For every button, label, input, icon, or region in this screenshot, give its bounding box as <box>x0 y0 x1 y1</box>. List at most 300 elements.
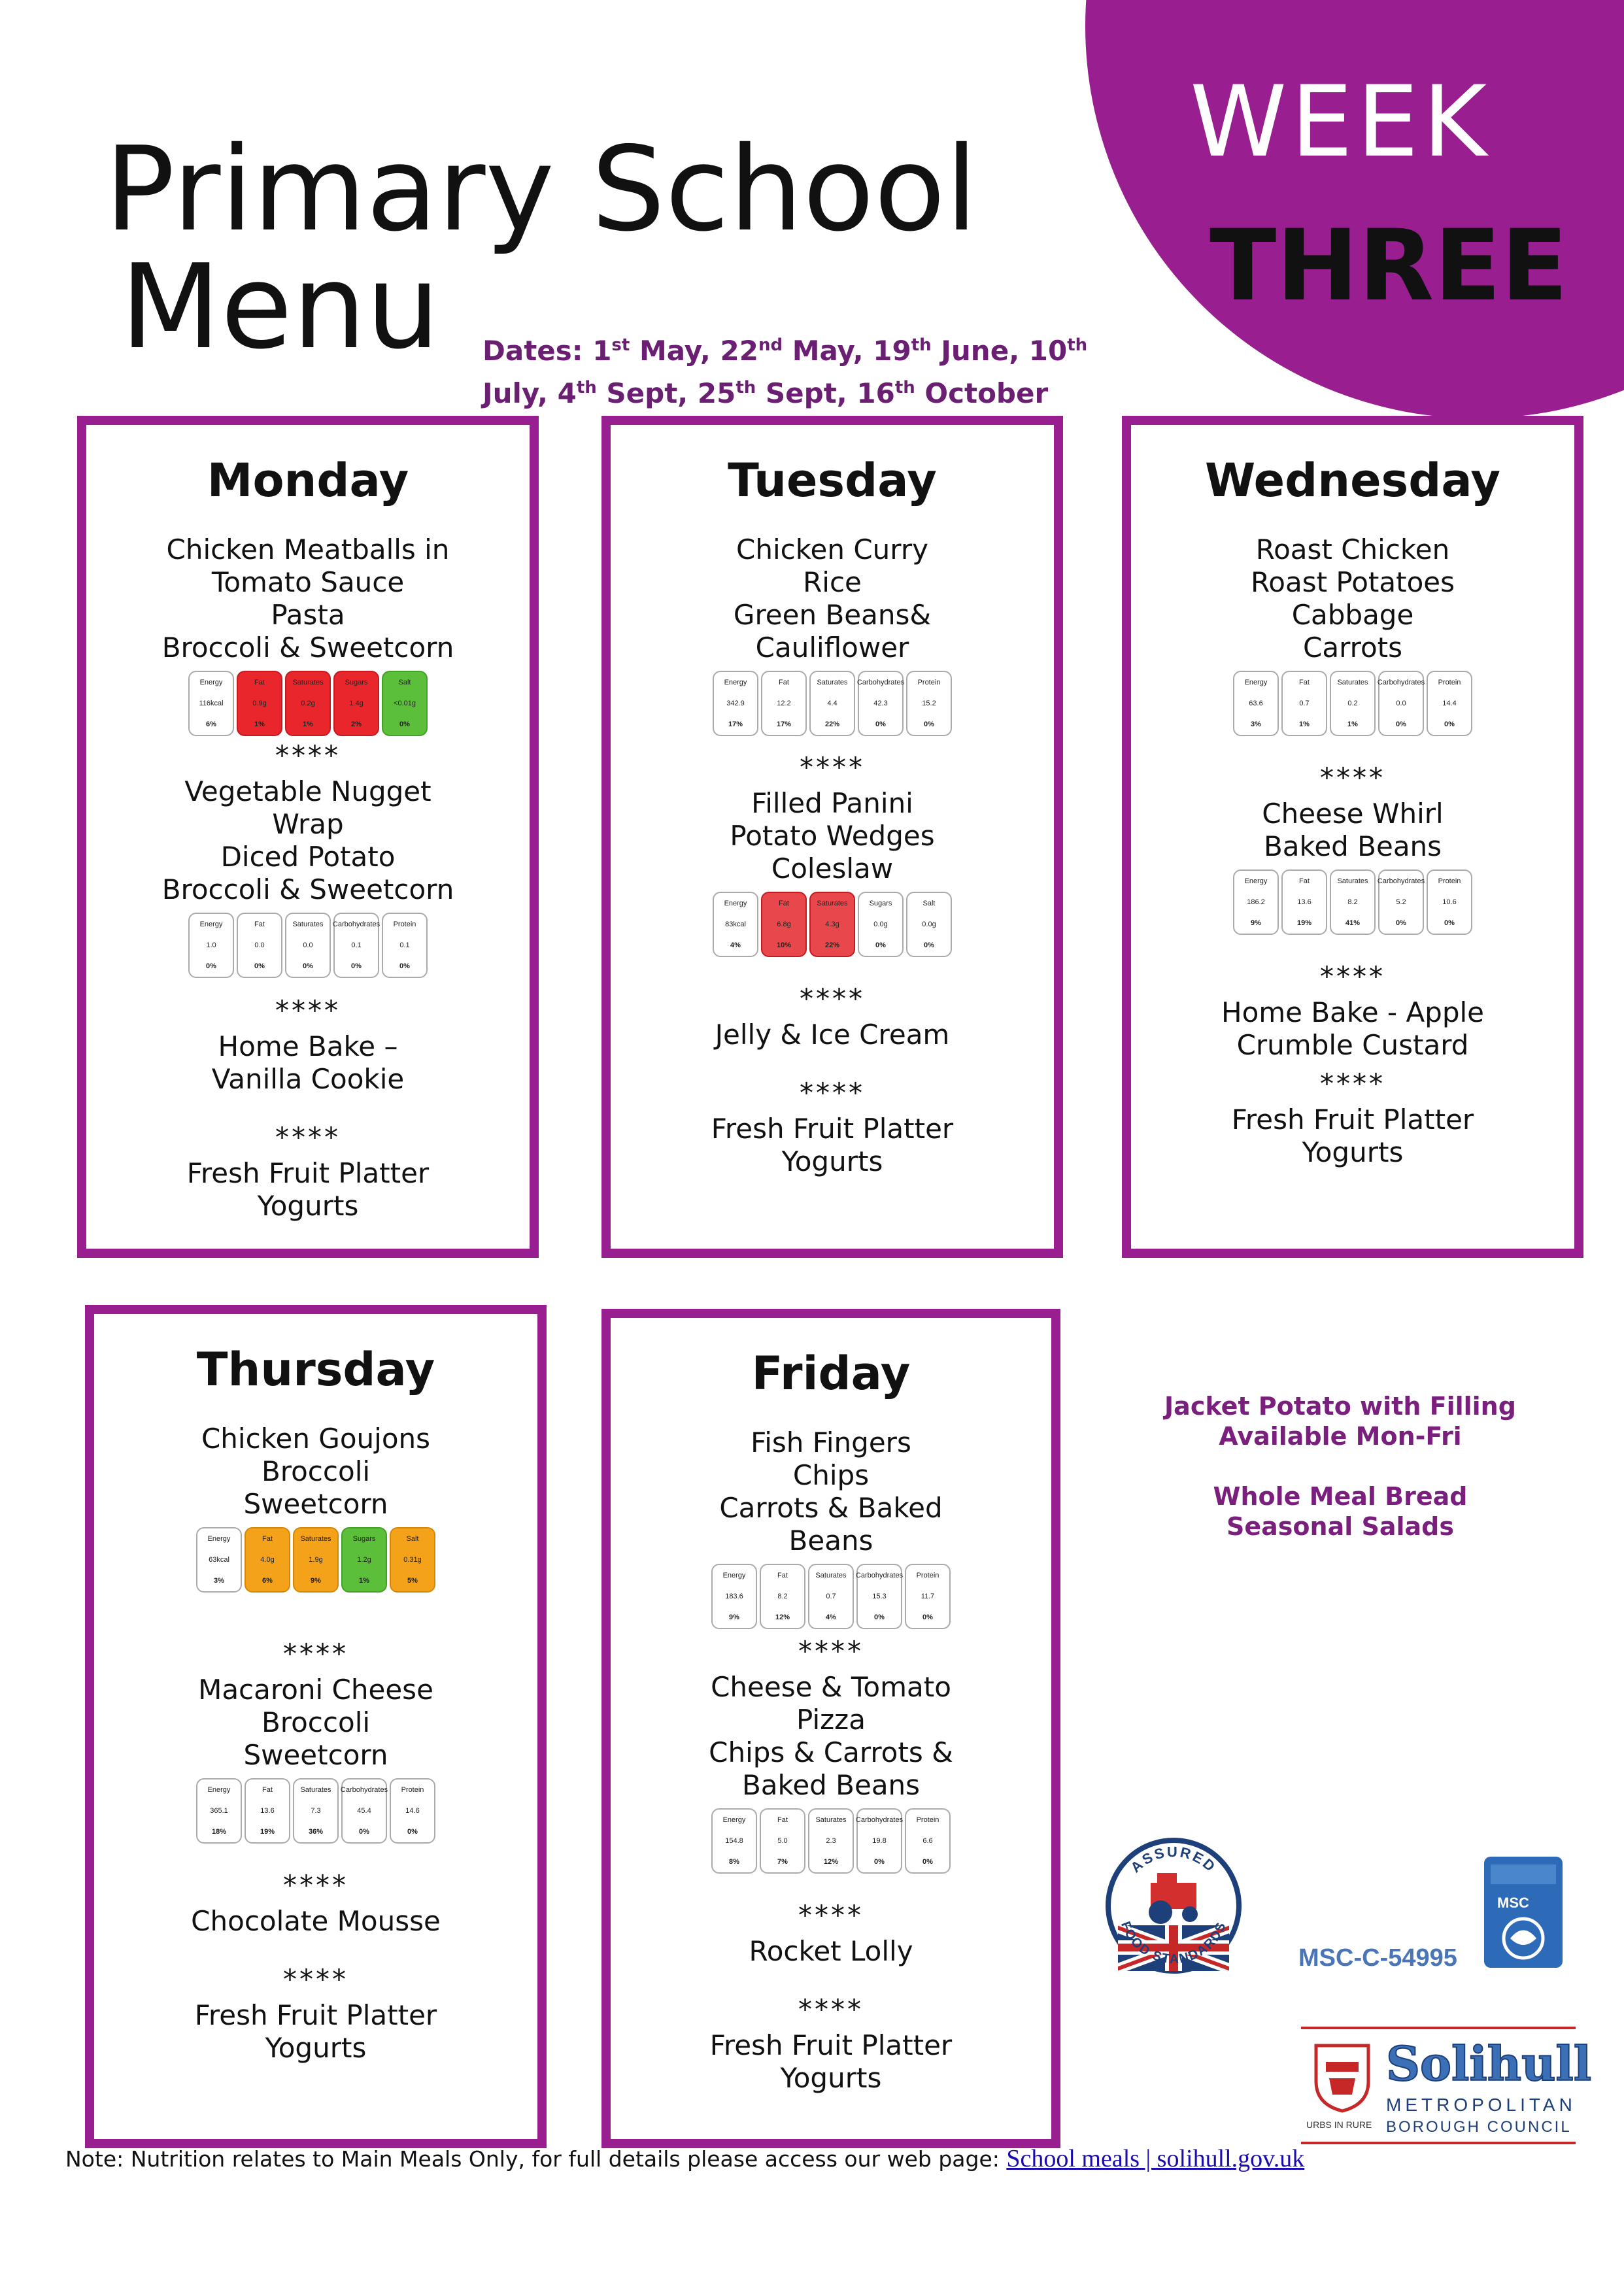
nutrition-value: 154.8 <box>725 1837 743 1845</box>
nutrition-pct: 9% <box>1251 919 1261 927</box>
school-meals-link[interactable]: School meals | solihull.gov.uk <box>1006 2145 1305 2172</box>
nutrition-label: Salt <box>398 679 411 686</box>
separator: **** <box>283 1638 348 1670</box>
nutrition-cell <box>713 892 758 957</box>
nutrition-label: Fat <box>777 1816 788 1824</box>
nutrition-value: 83kcal <box>725 920 746 928</box>
nutrition-label: Fat <box>1299 877 1310 885</box>
nutrition-pct: 7% <box>777 1858 788 1866</box>
date-entry: 1st May, <box>592 335 720 367</box>
nutrition-label: Saturates <box>815 1816 847 1824</box>
nutrition-label: Fat <box>779 900 789 907</box>
nutrition-pct: 6% <box>206 720 216 728</box>
nutrition-label: Protein <box>1438 679 1461 686</box>
dish-item: Crumble Custard <box>1236 1029 1469 1061</box>
separator: **** <box>283 1869 348 1901</box>
nutrition-pct: 3% <box>1251 720 1261 728</box>
dish-item: Vegetable Nugget <box>184 775 431 807</box>
dish-item: Filled Panini <box>751 787 913 819</box>
nutrition-cell <box>333 671 379 736</box>
nutrition-value: 4.0g <box>260 1556 275 1564</box>
svg-text:MSC: MSC <box>1497 1895 1529 1911</box>
nutrition-value: 45.4 <box>357 1807 371 1815</box>
assured-food-standards-logo <box>1105 1837 1242 1974</box>
dish-item: Chips <box>792 1459 870 1491</box>
nutrition-cell <box>711 1808 757 1874</box>
nutrition-pct: 17% <box>776 720 792 728</box>
nutrition-value: 7.3 <box>311 1807 321 1815</box>
nutrition-value: 0.7 <box>826 1593 836 1600</box>
nutrition-cell <box>1330 671 1376 736</box>
nutrition-cell <box>713 671 758 736</box>
nutrition-value: 342.9 <box>726 700 745 707</box>
nutrition-label: Carbohydrates <box>1377 679 1425 686</box>
nutrition-pct: 1% <box>1299 720 1310 728</box>
week-number: THREE <box>1210 209 1568 323</box>
nutrition-cell <box>1281 869 1327 935</box>
nutrition-pct: 12% <box>823 1858 839 1866</box>
separator: **** <box>1320 1068 1385 1100</box>
separator: **** <box>800 983 865 1015</box>
nutrition-pct: 0% <box>206 962 216 970</box>
date-entry: 22nd May, <box>720 335 873 367</box>
nutrition-value: 6.6 <box>922 1837 933 1845</box>
nutrition-label: Fat <box>254 679 265 686</box>
dish-item: Carrots <box>1303 632 1402 664</box>
solihull-council-logo <box>1301 2027 1592 2144</box>
dish-item: Chicken Goujons <box>201 1423 431 1455</box>
dish-item: Fresh Fruit Platter <box>711 1113 954 1145</box>
extras-line-3: Whole Meal Bread <box>1213 1482 1468 1511</box>
nutrition-pct: 9% <box>729 1613 739 1621</box>
nutrition-value: 12.2 <box>777 700 791 707</box>
week-label: WEEK <box>1190 65 1491 179</box>
nutrition-label: Energy <box>199 679 223 686</box>
nutrition-value: 5.0 <box>777 1837 788 1845</box>
nutrition-label: Energy <box>1244 679 1268 686</box>
dish-item: Coleslaw <box>771 852 894 885</box>
dish-item: Roast Chicken <box>1255 533 1450 565</box>
nutrition-label: Protein <box>916 1572 939 1579</box>
dish-item: Yogurts <box>780 2062 882 2094</box>
nutrition-value: 1.0 <box>206 941 216 949</box>
nutrition-pct: 9% <box>311 1577 321 1585</box>
nutrition-pct: 1% <box>254 720 265 728</box>
nutrition-cell <box>341 1527 387 1593</box>
nutrition-cell <box>1427 671 1472 736</box>
nutrition-pct: 41% <box>1345 919 1361 927</box>
dish-item: Pasta <box>271 599 345 631</box>
nutrition-pct: 1% <box>303 720 313 728</box>
nutrition-label <box>86 671 530 736</box>
separator: **** <box>798 1899 864 1931</box>
day-card-thursday <box>85 1305 547 2148</box>
dish-item: Home Bake - Apple <box>1221 996 1484 1028</box>
nutrition-cell <box>906 892 952 957</box>
nutrition-value: 63.6 <box>1249 700 1263 707</box>
nutrition-value: 14.4 <box>1442 700 1457 707</box>
nutrition-cell <box>1233 671 1279 736</box>
nutrition-cell <box>293 1778 339 1844</box>
nutrition-cell <box>196 1527 242 1593</box>
dish-item: Cabbage <box>1291 599 1414 631</box>
dish-item: Yogurts <box>1302 1136 1404 1168</box>
nutrition-value: 11.7 <box>921 1593 935 1600</box>
dish-item: Rice <box>803 566 862 598</box>
nutrition-label: Energy <box>724 679 747 686</box>
dish-item: Fresh Fruit Platter <box>186 1157 430 1189</box>
day-card-wednesday <box>1122 416 1583 1258</box>
nutrition-pct: 0% <box>1396 720 1406 728</box>
nutrition-pct: 3% <box>214 1577 224 1585</box>
nutrition-label: Protein <box>393 920 416 928</box>
nutrition-value: 13.6 <box>1297 898 1311 906</box>
nutrition-label <box>94 1527 537 1593</box>
solihull-crest-icon <box>1313 2042 1372 2114</box>
dish-item: Green Beans& <box>733 599 932 631</box>
nutrition-cell <box>856 1564 902 1629</box>
nutrition-pct: 0% <box>874 1858 885 1866</box>
nutrition-value: 5.2 <box>1396 898 1406 906</box>
nutrition-pct: 0% <box>922 1858 933 1866</box>
separator: **** <box>1320 762 1385 794</box>
msc-code: MSC-C-54995 <box>1298 1944 1457 1972</box>
nutrition-cell <box>293 1527 339 1593</box>
nutrition-label <box>1131 671 1574 736</box>
nutrition-pct: 18% <box>211 1828 227 1836</box>
nutrition-pct: 0% <box>874 1613 885 1621</box>
nutrition-pct: 0% <box>924 720 934 728</box>
nutrition-pct: 1% <box>359 1577 369 1585</box>
day-title: Thursday <box>196 1343 435 1396</box>
dish-item: Carrots & Baked <box>719 1492 943 1524</box>
day-title: Wednesday <box>1204 454 1501 507</box>
nutrition-cell <box>237 671 282 736</box>
nutrition-label: Energy <box>207 1535 231 1543</box>
nutrition-cell <box>390 1778 435 1844</box>
nutrition-label: Carbohydrates <box>856 679 905 686</box>
nutrition-pct: 0% <box>875 941 886 949</box>
dates-label: Dates: <box>482 335 593 367</box>
separator: **** <box>275 994 341 1026</box>
menu-dates <box>482 327 1097 412</box>
nutrition-label: Saturates <box>817 900 848 907</box>
dish-item: Tomato Sauce <box>211 566 405 598</box>
nutrition-label: Energy <box>724 900 747 907</box>
nutrition-label <box>86 913 530 978</box>
nutrition-pct: 0% <box>303 962 313 970</box>
nutrition-cell <box>188 913 234 978</box>
nutrition-value: 1.2g <box>357 1556 371 1564</box>
dish-item: Broccoli & Sweetcorn <box>161 873 454 905</box>
date-entry: 4th Sept, <box>557 377 698 409</box>
nutrition-cell <box>905 1564 951 1629</box>
nutrition-value: 0.1 <box>399 941 410 949</box>
nutrition-cell <box>245 1778 290 1844</box>
title-line-2: Menu <box>120 239 440 375</box>
nutrition-cell <box>1378 869 1424 935</box>
nutrition-label: Energy <box>722 1816 746 1824</box>
nutrition-pct: 0% <box>351 962 362 970</box>
dish-item: Fresh Fruit Platter <box>1231 1104 1474 1136</box>
dish-item: Broccoli <box>261 1455 371 1487</box>
solihull-sub2: BOROUGH COUNCIL <box>1386 2118 1572 2136</box>
nutrition-label: Saturates <box>292 679 324 686</box>
nutrition-label: Energy <box>722 1572 746 1579</box>
nutrition-cell <box>341 1778 387 1844</box>
dish-item: Chicken Meatballs in <box>166 533 450 565</box>
nutrition-value: 4.4 <box>827 700 837 707</box>
nutrition-value: 0.7 <box>1299 700 1310 707</box>
nutrition-pct: 0% <box>924 941 934 949</box>
nutrition-value: 10.6 <box>1442 898 1457 906</box>
separator: **** <box>800 751 865 783</box>
date-entry: 19th June, <box>873 335 1029 367</box>
nutrition-pct: 12% <box>775 1613 790 1621</box>
nutrition-label: Fat <box>777 1572 788 1579</box>
separator: **** <box>800 1077 865 1109</box>
nutrition-label: Saturates <box>815 1572 847 1579</box>
nutrition-label: Protein <box>917 679 941 686</box>
date-entry: 10th July, <box>482 335 1088 409</box>
nutrition-label: Energy <box>1244 877 1268 885</box>
nutrition-cell <box>808 1808 854 1874</box>
extras-line-2: Available Mon-Fri <box>1219 1422 1462 1451</box>
nutrition-cell <box>196 1778 242 1844</box>
nutrition-pct: 6% <box>262 1577 273 1585</box>
nutrition-cell <box>245 1527 290 1593</box>
dish-item: Broccoli & Sweetcorn <box>161 632 454 664</box>
dish-item: Diced Potato <box>220 841 396 873</box>
day-title: Friday <box>751 1347 911 1400</box>
dish-item: Broccoli <box>261 1706 371 1738</box>
nutrition-cell <box>761 892 807 957</box>
nutrition-label: Sugars <box>352 1535 376 1543</box>
nutrition-cell <box>858 671 904 736</box>
dish-item: Macaroni Cheese <box>198 1674 433 1706</box>
extras-line-1: Jacket Potato with Filling <box>1164 1392 1516 1421</box>
dish-item: Chicken Curry <box>736 533 928 565</box>
nutrition-value: 0.0 <box>1396 700 1406 707</box>
nutrition-cell <box>809 671 855 736</box>
nutrition-label <box>611 1564 1051 1629</box>
nutrition-value: 186.2 <box>1247 898 1265 906</box>
nutrition-pct: 4% <box>730 941 741 949</box>
nutrition-label: Saturates <box>817 679 848 686</box>
nutrition-cell <box>1378 671 1424 736</box>
nutrition-pct: 4% <box>826 1613 836 1621</box>
separator: **** <box>283 1963 348 1995</box>
day-card-monday <box>77 416 539 1258</box>
nutrition-pct: 0% <box>875 720 886 728</box>
nutrition-value: <0.01g <box>394 700 416 707</box>
nutrition-pct: 0% <box>407 1828 418 1836</box>
dish-item: Fresh Fruit Platter <box>194 1999 437 2031</box>
nutrition-value: 6.8g <box>777 920 791 928</box>
dish-item: Pizza <box>796 1704 866 1736</box>
nutrition-label <box>611 671 1054 736</box>
dish-item: Chips & Carrots & <box>709 1736 953 1768</box>
nutrition-value: 0.2g <box>301 700 315 707</box>
nutrition-label: Saturates <box>292 920 324 928</box>
nutrition-value: 15.2 <box>922 700 936 707</box>
nutrition-value: 42.3 <box>873 700 888 707</box>
nutrition-pct: 22% <box>824 941 840 949</box>
nutrition-value: 14.6 <box>405 1807 420 1815</box>
solihull-motto: URBS IN RURE <box>1306 2119 1372 2130</box>
nutrition-value: 0.0g <box>922 920 936 928</box>
nutrition-cell <box>1427 869 1472 935</box>
separator: **** <box>798 1635 864 1667</box>
nutrition-cell <box>285 913 331 978</box>
dish-item: Fish Fingers <box>751 1426 911 1459</box>
separator: **** <box>275 1121 341 1153</box>
nutrition-cell <box>382 671 428 736</box>
nutrition-cell <box>905 1808 951 1874</box>
nutrition-pct: 10% <box>776 941 792 949</box>
separator: **** <box>275 739 341 771</box>
dish-item: Yogurts <box>257 1190 359 1222</box>
dish-item: Jelly & Ice Cream <box>715 1019 950 1051</box>
nutrition-value: 19.8 <box>872 1837 887 1845</box>
dish-item: Vanilla Cookie <box>211 1063 405 1095</box>
day-card-friday <box>601 1309 1060 2148</box>
solihull-sub1: METROPOLITAN <box>1386 2095 1576 2115</box>
day-title: Monday <box>207 454 409 507</box>
dish-item: Potato Wedges <box>730 820 935 852</box>
footer-note-text: Note: Nutrition relates to Main Meals Only, for full details please access our web page: <box>65 2146 1007 2172</box>
nutrition-pct: 0% <box>1444 919 1455 927</box>
nutrition-cell <box>906 671 952 736</box>
dish-item: Home Bake – <box>218 1030 398 1062</box>
dish-item: Chocolate Mousse <box>191 1905 441 1937</box>
nutrition-pct: 0% <box>1444 720 1455 728</box>
nutrition-cell <box>188 671 234 736</box>
nutrition-label: Carbohydrates <box>855 1816 904 1824</box>
extras-info <box>1138 1391 1543 1542</box>
dish-item: Yogurts <box>265 2032 367 2064</box>
title-line-1: Primary School <box>105 122 978 257</box>
nutrition-label: Saturates <box>1337 877 1368 885</box>
dish-item: Baked Beans <box>1263 830 1442 862</box>
nutrition-value: 183.6 <box>725 1593 743 1600</box>
separator: **** <box>1320 960 1385 992</box>
nutrition-value: 63kcal <box>209 1556 229 1564</box>
nutrition-value: 2.3 <box>826 1837 836 1845</box>
nutrition-cell <box>711 1564 757 1629</box>
nutrition-pct: 0% <box>399 720 410 728</box>
nutrition-label: Energy <box>207 1786 231 1794</box>
nutrition-pct: 19% <box>1296 919 1312 927</box>
nutrition-label: Protein <box>1438 877 1461 885</box>
nutrition-pct: 1% <box>1347 720 1358 728</box>
nutrition-value: 13.6 <box>260 1807 275 1815</box>
nutrition-pct: 17% <box>728 720 743 728</box>
nutrition-value: 116kcal <box>199 700 224 707</box>
nutrition-value: 15.3 <box>872 1593 887 1600</box>
footer-note <box>65 2144 1304 2173</box>
nutrition-value: 4.3g <box>825 920 839 928</box>
nutrition-pct: 22% <box>824 720 840 728</box>
nutrition-cell <box>761 671 807 736</box>
nutrition-value: 0.0 <box>303 941 313 949</box>
dish-item: Baked Beans <box>741 1769 921 1801</box>
nutrition-pct: 0% <box>359 1828 369 1836</box>
nutrition-label: Protein <box>401 1786 424 1794</box>
solihull-name: Solihull <box>1386 2036 1592 2091</box>
nutrition-pct: 0% <box>922 1613 933 1621</box>
nutrition-cell <box>382 913 428 978</box>
nutrition-label: Fat <box>262 1786 273 1794</box>
nutrition-cell <box>333 913 379 978</box>
nutrition-label: Carbohydrates <box>1377 877 1425 885</box>
nutrition-label: Energy <box>199 920 223 928</box>
nutrition-label: Sugars <box>345 679 368 686</box>
nutrition-cell <box>858 892 904 957</box>
date-entry: 25th Sept, <box>697 377 857 409</box>
nutrition-value: 1.9g <box>309 1556 323 1564</box>
nutrition-value: 0.0 <box>254 941 265 949</box>
nutrition-label: Salt <box>922 900 936 907</box>
nutrition-value: 8.2 <box>777 1593 788 1600</box>
nutrition-cell <box>856 1808 902 1874</box>
dish-item: Rocket Lolly <box>749 1935 913 1967</box>
nutrition-label: Carbohydrates <box>855 1572 904 1579</box>
nutrition-label: Carbohydrates <box>332 920 381 928</box>
day-title: Tuesday <box>728 454 937 507</box>
msc-logo <box>1484 1857 1563 1968</box>
nutrition-cell <box>760 1808 805 1874</box>
dish-item: Yogurts <box>781 1145 883 1177</box>
nutrition-cell <box>1281 671 1327 736</box>
nutrition-value: 0.0g <box>873 920 888 928</box>
nutrition-value: 8.2 <box>1347 898 1358 906</box>
dish-item: Cheese & Tomato <box>711 1671 951 1703</box>
nutrition-pct: 5% <box>407 1577 418 1585</box>
dish-item: Beans <box>788 1525 873 1557</box>
nutrition-value: 0.31g <box>403 1556 422 1564</box>
nutrition-label: Fat <box>1299 679 1310 686</box>
dish-item: Fresh Fruit Platter <box>709 2029 953 2061</box>
nutrition-label <box>611 892 1054 957</box>
nutrition-value: 0.1 <box>351 941 362 949</box>
nutrition-pct: 19% <box>260 1828 275 1836</box>
dish-item: Sweetcorn <box>243 1739 388 1771</box>
separator: **** <box>798 1993 864 2025</box>
svg-text:ASSURED: ASSURED <box>1127 1843 1220 1876</box>
nutrition-cell <box>809 892 855 957</box>
dish-item: Sweetcorn <box>243 1488 388 1520</box>
dish-item: Wrap <box>272 808 344 840</box>
nutrition-value: 1.4g <box>349 700 364 707</box>
nutrition-label <box>611 1808 1051 1874</box>
day-card-tuesday <box>601 416 1063 1258</box>
extras-line-4: Seasonal Salads <box>1226 1512 1454 1541</box>
nutrition-value: 0.2 <box>1347 700 1358 707</box>
nutrition-label: Fat <box>779 679 789 686</box>
nutrition-label: Salt <box>406 1535 419 1543</box>
nutrition-label: Carbohydrates <box>340 1786 388 1794</box>
dish-item: Cheese Whirl <box>1262 798 1444 830</box>
nutrition-cell <box>237 913 282 978</box>
date-entry: 16th October <box>856 377 1049 409</box>
nutrition-value: 365.1 <box>210 1807 228 1815</box>
nutrition-label: Fat <box>254 920 265 928</box>
nutrition-pct: 8% <box>729 1858 739 1866</box>
nutrition-label <box>94 1778 537 1844</box>
nutrition-cell <box>1330 869 1376 935</box>
nutrition-label: Fat <box>262 1535 273 1543</box>
